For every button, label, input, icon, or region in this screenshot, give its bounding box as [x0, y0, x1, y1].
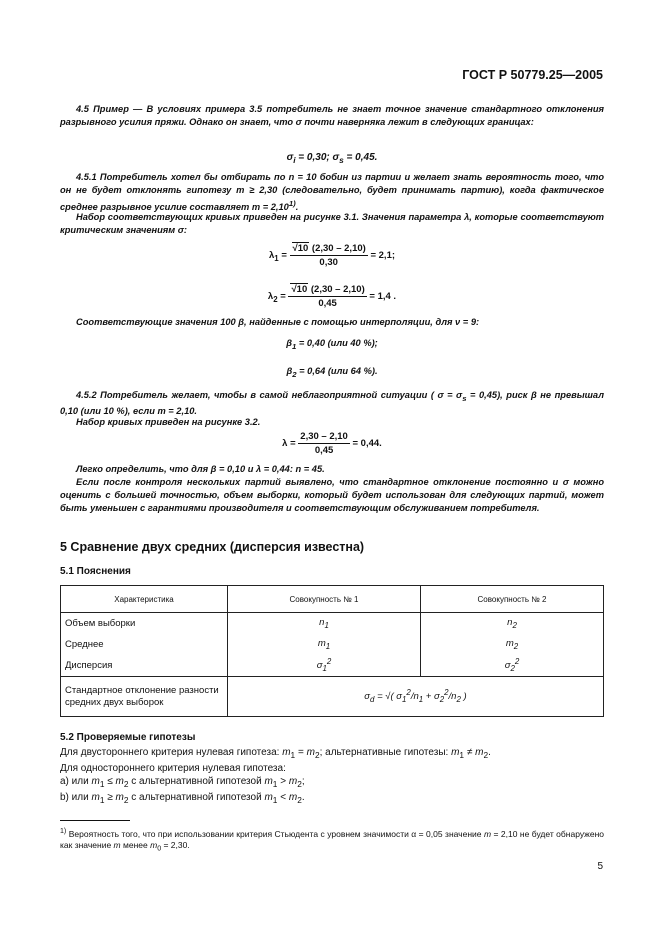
table-cell-value: $m_2$ [421, 635, 604, 655]
lambda2-numerator: √10 (2,30 – 2,10) [288, 284, 366, 297]
table-row [61, 635, 604, 655]
page-number: 5 [597, 861, 603, 872]
paragraph-4-5-2: 4.5.2 Потребитель желает, чтобы в самой неблагоприятной ситуации ( $\sigma = \sigma_s = 0,45$), риск β не превышал 0,10 (или 10 %), если m = 2,10. [60, 390, 605, 417]
lambda3-lhs: λ = [282, 438, 296, 450]
table-cell-value: $\sigma_1^2$ [228, 655, 421, 677]
beta-2: $\beta_2 = 0,64$ (или 64 %). [286, 366, 378, 379]
lambda1-denominator: 0,30 [319, 257, 338, 268]
table-cell-value: $m_1$ [228, 635, 421, 655]
section-5-title: 5 Сравнение двух средних (дисперсия известна) [60, 540, 365, 554]
paragraph-4-5: 4.5 Пример — В условиях примера 3.5 потребитель не знает точное значение стандартного отклонения разрывного усилия пряжи. Однако он знает, что σ почти наверняка лежит в следующих границах: [60, 104, 604, 128]
lambda1-rhs: = 2,1; [370, 250, 396, 262]
lambda3-numerator: 2,30 – 2,10 [300, 431, 348, 442]
variance-table [60, 585, 604, 717]
table-cell-value: $n_2$ [421, 613, 604, 635]
hypothesis-line: a) или $m_1 \le m_2$ с альтернативной гипотезой $m_1 > m_2$; [60, 776, 305, 789]
paragraph-curve-set-2: Набор кривых приведен на рисунке 3.2. [76, 417, 261, 427]
lambda3-denominator: 0,45 [314, 445, 334, 456]
section-5-2-title: 5.2 Проверяемые гипотезы [60, 732, 196, 743]
hypothesis-line: Для одностороннего критерия нулевая гипотеза: [60, 763, 286, 774]
table-header-cell: Характеристика [61, 586, 228, 613]
table-cell-value: $\sigma_2^2$ [421, 655, 604, 677]
table-cell-label: Объем выборки [61, 613, 228, 635]
section-5-1-title: 5.1 Пояснения [60, 566, 131, 577]
table-row [61, 613, 604, 635]
hypothesis-line: Для двустороннего критерия нулевая гипотеза: $m_1 = m_2$; альтернативные гипотезы: $m_1 \ne m_2$. [60, 747, 491, 760]
table-cell-formula: $\sigma_d$ = √( $\sigma_1^2/n_1 + \sigma_2^2/n_2$ ) [228, 677, 604, 717]
document-id: ГОСТ Р 50779.25—2005 [462, 68, 603, 82]
table-cell-label: Дисперсия [61, 655, 228, 677]
hypothesis-line: b) или $m_1 \ge m_2$ с альтернативной гипотезой $m_1 < m_2$. [60, 792, 305, 805]
lambda2-rhs: = 1,4 . [369, 291, 397, 303]
lambda3-fraction [298, 431, 350, 456]
table-row [61, 655, 604, 677]
lambda3-rhs: = 0,44. [352, 438, 382, 450]
paragraph-curve-set: Набор соответствующих кривых приведен на рисунке 3.1. Значения параметра λ, которые соответствуют критическим значениям σ: [60, 212, 604, 236]
beta-1: $\beta_1 = 0,40$ (или 40 %); [286, 338, 378, 351]
paragraph-if-after: Если после контроля нескольких партий выявлено, что стандартное отклонение постоянно и σ можно оценить с большей точностью, объем выборки, который будет использован для следующих партий, может быть уменьшен с гарантиями производителя и соответствующим обслуживанием потребителя. [60, 477, 604, 514]
formula-lambda-2 [60, 284, 604, 309]
section-5-2-body [60, 746, 604, 807]
lambda2-denominator: 0,45 [318, 298, 337, 309]
table-cell-label: Среднее [61, 635, 228, 655]
formula-lambda [60, 431, 604, 456]
paragraph-4-5-1: 4.5.1 Потребитель хотел бы отбирать по n = 10 бобин из партии и желает знать вероятность того, что он не будет отклонять гипотезу m ≥ 2,30 (следовательно, будет принимать партию), когда фактическое среднее разрывное усилие составляет $m = 2,10^{1)}$. [60, 172, 604, 213]
footnote-divider [60, 820, 130, 821]
table-cell-value: $n_1$ [228, 613, 421, 635]
paragraph-easy: Легко определить, что для β = 0,10 и λ = 0,44: n = 45. [76, 464, 325, 474]
table-row [61, 677, 604, 717]
table-header-cell: Совокупность № 2 [421, 586, 604, 613]
footnote: $^{1)}$ Вероятность того, что при использовании критерия Стьюдента с уровнем значимости α = 0,05 значение m = 2,10 не будет обнаружено как значение m менее $m_0 = 2,30$. [60, 827, 605, 854]
formula-lambda-1 [60, 243, 604, 268]
lambda1-fraction [290, 243, 368, 268]
sigma-bounds: $\sigma_i = 0,30$; $\sigma_s = 0,45$. [286, 152, 378, 165]
table-cell-label: Стандартное отклонение разности средних двух выборок [61, 677, 228, 717]
paragraph-interpolation: Соответствующие значения 100 β, найденные с помощью интерполяции, для ν = 9: [76, 317, 480, 327]
lambda1-lhs: $\lambda_1$ = [268, 250, 287, 263]
lambda2-fraction [288, 284, 366, 309]
table-header-row [61, 586, 604, 613]
lambda1-numerator: √10 (2,30 – 2,10) [290, 243, 368, 256]
table-header-cell: Совокупность № 1 [228, 586, 421, 613]
lambda2-lhs: $\lambda_2$ = [267, 291, 286, 304]
